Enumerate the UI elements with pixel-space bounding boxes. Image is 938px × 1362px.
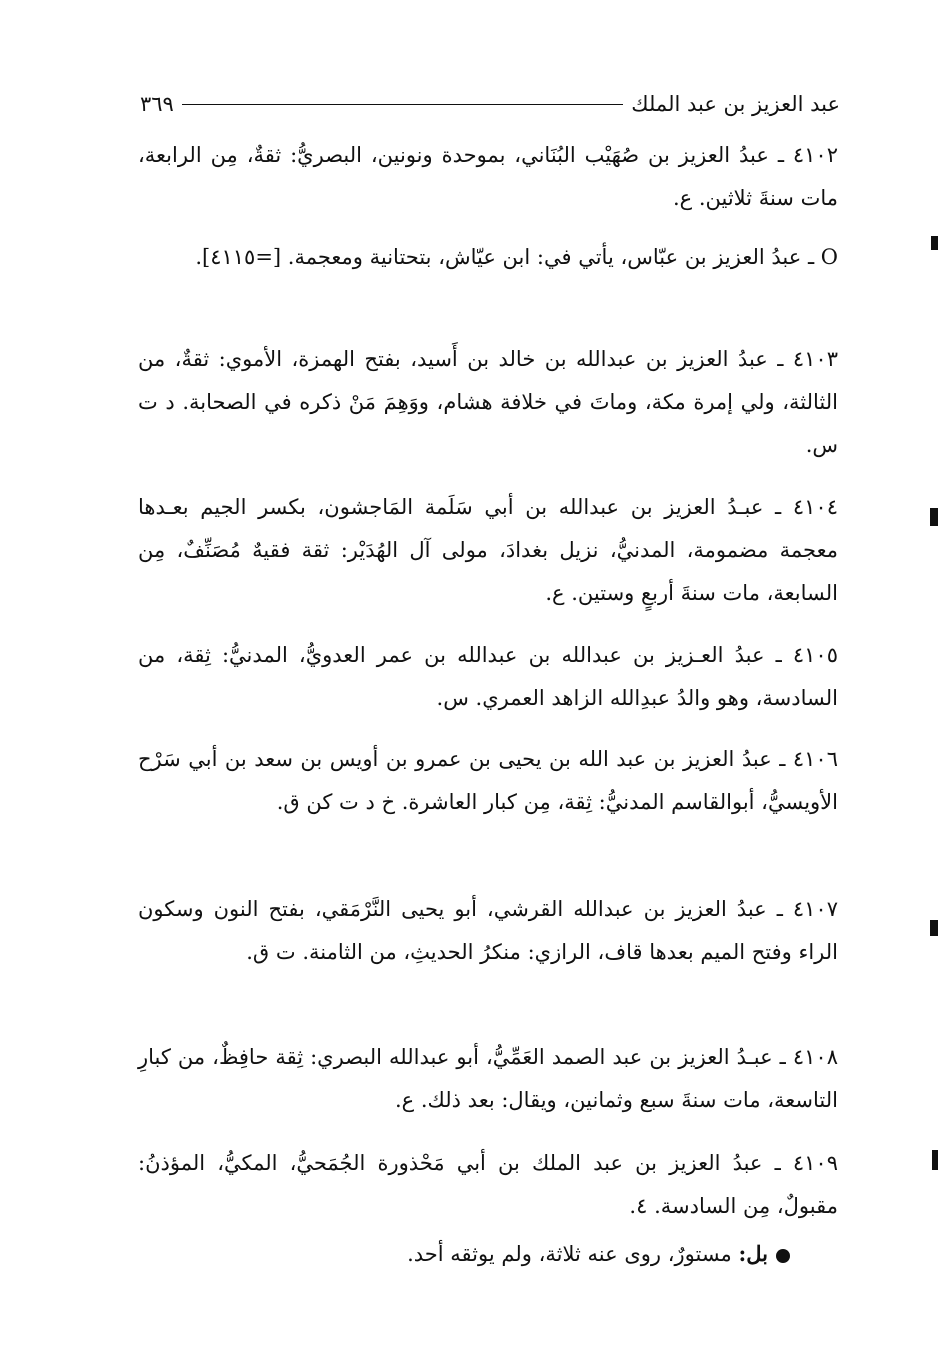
page-header: [140, 84, 840, 124]
entry-text: ـ عبدُ العزيز بن عبد الملك بن أبي مَحْذورة الجُمَحيُّ، المكيُّ، المؤذنُ: مقبولٌ، مِن السادسة. ٤.: [138, 1151, 838, 1218]
margin-mark: [932, 1150, 938, 1170]
entry-4103: [138, 338, 838, 467]
header-rule: [182, 104, 623, 105]
entry-number: ٤١٠٨: [792, 1045, 838, 1069]
entry-4102: [138, 134, 838, 220]
entry-text: ـ عبدُ العزيز بن عبدالله القرشي، أبو يحيى النَّرْمَقي، بفتح النون وسكون الراء وفتح الميم بعدها قاف، الرازي: منكرُ الحديثِ، من الثامنة. ت ق.: [138, 897, 838, 964]
margin-mark: [930, 920, 938, 936]
entry-text: ـ عبدُ العزيز بن عبدالله بن خالد بن أَسيد، بفتح الهمزة، الأموي: ثقةٌ، من الثالثة، ولي إمرة مكة، وماتَ في خلافة هشام، ووَهِمَ مَنْ ذكره في الصحابة. د ت س.: [138, 347, 838, 457]
page-number: ٣٦٩: [140, 92, 174, 116]
entry-number: ٤١٠٥: [792, 643, 838, 667]
entry-marker: O: [820, 245, 838, 269]
entry-text: ـ عبدُ العزيز بن عبّاس، يأتي في: ابن عيّاش، بتحتانية ومعجمة. [=٤١١٥].: [195, 245, 821, 269]
entry-4104: [138, 486, 838, 615]
entry-cross-reference: [138, 236, 838, 279]
entry-text: ـ عبدُ العزيز بن عبد الله بن يحيى بن عمرو بن أويس بن سعد بن أبي سَرْح الأويسيُّ، أبوالقاسم المدنيُّ: ثِقة، مِن كبار العاشرة. خ د ت كن ق.: [138, 747, 838, 814]
entry-number: ٤١٠٧: [792, 897, 838, 921]
entry-text: ـ عبدُ العزيز بن صُهَيْب البُنَاني، بموحدة ونونين، البصريُّ: ثقةٌ، مِن الرابعة، مات سنةَ ثلاثين. ع.: [138, 143, 838, 210]
note-label: بل:: [738, 1241, 768, 1266]
entry-text: ـ عبـدُ العزيز بن عبد الصمد العَمِّيُّ، أبو عبدالله البصري: ثِقة حافِظٌ، من كبارِ التاسعة، مات سنةَ سبع وثمانين، ويقال: بعد ذلك. ع.: [138, 1045, 838, 1112]
entry-number: ٤١٠٦: [792, 747, 838, 771]
margin-mark: [931, 236, 938, 250]
entry-4108: [138, 1036, 838, 1122]
note-text: مستورٌ، روى عنه ثلاثة، ولم يوثقه أحد.: [407, 1242, 739, 1266]
bullet-icon: [776, 1249, 790, 1263]
entry-number: ٤١٠٤: [792, 495, 838, 519]
entry-4105: [138, 634, 838, 720]
entry-number: ٤١٠٣: [792, 347, 838, 371]
running-title: عبد العزيز بن عبد الملك: [631, 92, 840, 116]
entry-4106: [138, 738, 838, 824]
entry-4109: [138, 1142, 838, 1228]
editor-note: [300, 1232, 790, 1276]
margin-mark: [930, 508, 938, 526]
entry-4107: [138, 888, 838, 974]
entry-text: ـ عبدُ العـزيز بن عبدالله بن عبدالله بن عمر العدويُّ، المدنيُّ: ثِقة، من السادسة، وهو والدُ عبدِالله الزاهد العمري. س.: [138, 643, 838, 710]
entry-number: ٤١٠٢: [792, 143, 838, 167]
entry-number: ٤١٠٩: [792, 1151, 838, 1175]
entry-text: ـ عبـدُ العزيز بن عبدالله بن أبي سَلَمة المَاجشون، بكسر الجيم بعـدها معجمة مضمومة، المدنيُّ، نزيل بغدادَ، مولى آل الهُدَيْر: ثقة فقيهٌ مُصَنِّفٌ، مِن السابعة، مات سنةَ أربعٍ وستين. ع.: [138, 495, 838, 605]
